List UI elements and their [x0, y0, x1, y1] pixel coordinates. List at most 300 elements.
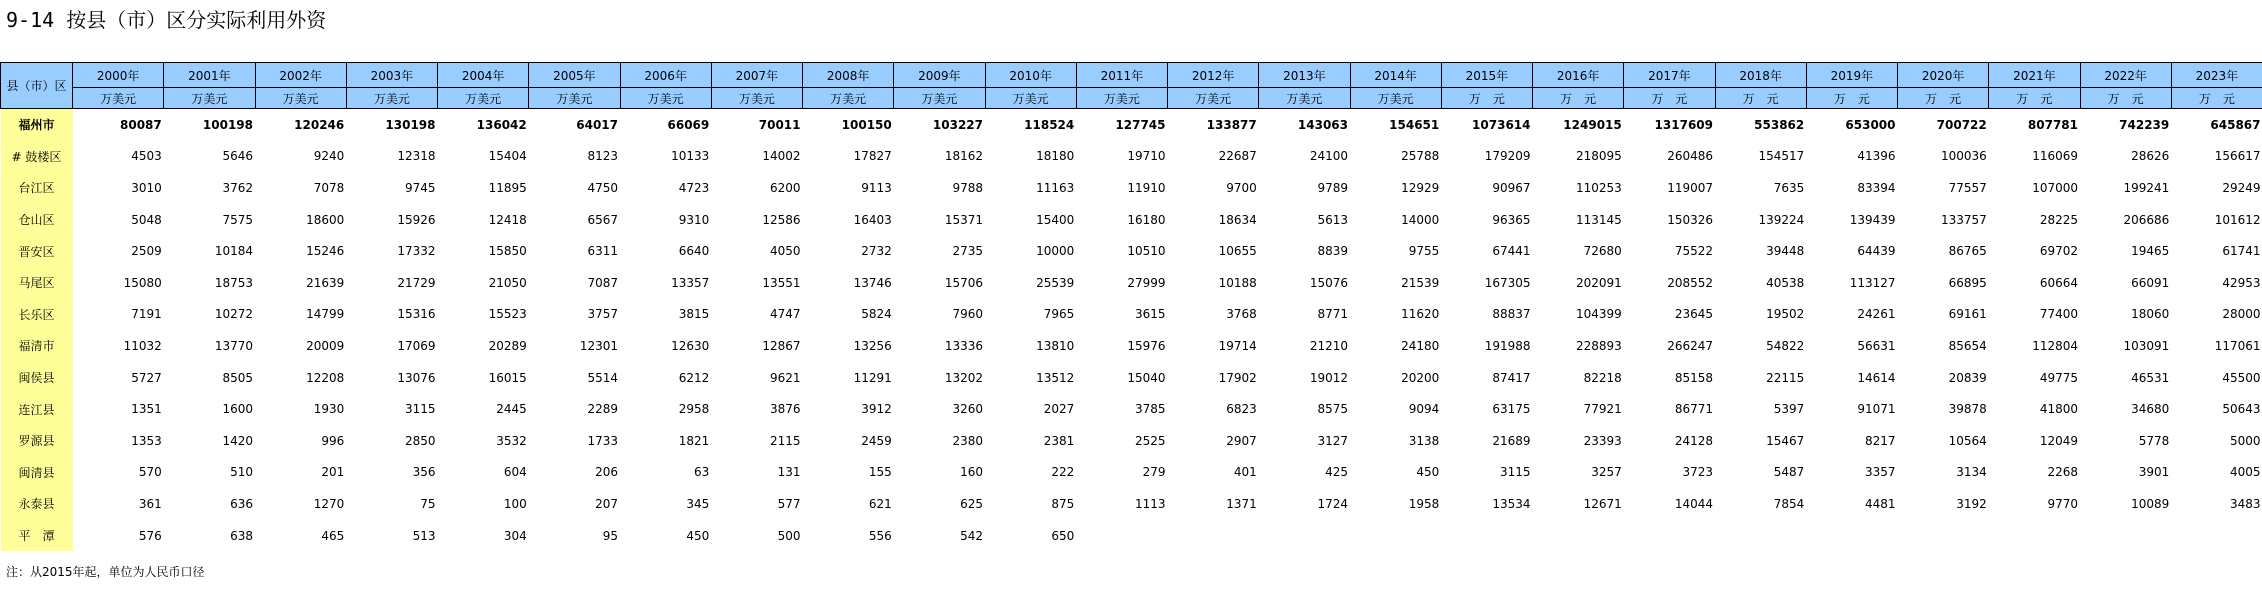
- year-header: 2022年: [2080, 63, 2171, 88]
- table-cell: 21050: [488, 275, 527, 290]
- table-cell: 21210: [1309, 338, 1348, 353]
- table-cell: 3912: [861, 402, 892, 417]
- table-cell: 86771: [1674, 402, 1713, 417]
- table-cell: 9700: [1226, 180, 1257, 195]
- table-cell: 19714: [1218, 338, 1257, 353]
- table-cell: 63: [693, 465, 710, 480]
- table-cell: 4723: [678, 180, 710, 195]
- table-cell: 9770: [2047, 496, 2078, 511]
- table-cell: 16180: [1127, 212, 1166, 227]
- table-cell: 17827: [853, 149, 892, 164]
- table-cell: [1168, 520, 1259, 552]
- table-cell: 3257: [1591, 465, 1622, 480]
- region-name: 永泰县: [1, 488, 73, 520]
- table-cell: 90967: [1492, 180, 1531, 195]
- table-cell: 12671: [1583, 496, 1622, 511]
- table-cell: 100: [503, 496, 527, 511]
- table-cell: 110253: [1575, 180, 1622, 195]
- table-cell: 2525: [1134, 433, 1166, 448]
- year-header: 2016年: [1533, 63, 1624, 88]
- table-cell: 13770: [214, 338, 253, 353]
- table-cell: 113127: [1849, 275, 1896, 290]
- table-cell: [1533, 520, 1624, 552]
- table-cell: 3115: [404, 402, 436, 417]
- table-cell: 112804: [2032, 338, 2078, 353]
- table-cell: 143063: [1297, 117, 1348, 132]
- table-cell: 6311: [587, 244, 618, 259]
- table-cell: 361: [138, 496, 162, 511]
- table-cell: 1353: [131, 433, 162, 448]
- table-cell: 7078: [313, 180, 345, 195]
- table-cell: 70011: [758, 117, 801, 132]
- year-header: 2002年: [255, 63, 346, 88]
- table-cell: 9113: [861, 180, 892, 195]
- table-cell: 7575: [222, 212, 253, 227]
- table-cell: 201: [321, 465, 345, 480]
- table-cell: 7635: [1773, 180, 1805, 195]
- table-cell: 5613: [1317, 212, 1348, 227]
- table-cell: 133877: [1206, 117, 1257, 132]
- region-name: 福清市: [1, 330, 73, 362]
- table-cell: 7854: [1773, 496, 1805, 511]
- table-cell: 41396: [1857, 149, 1896, 164]
- table-cell: 10188: [1218, 275, 1257, 290]
- table-cell: 28225: [2039, 212, 2078, 227]
- table-cell: 41800: [2039, 402, 2078, 417]
- table-cell: 103227: [932, 117, 983, 132]
- table-cell: 9094: [1408, 402, 1440, 417]
- table-cell: 83394: [1857, 180, 1896, 195]
- year-header: 2012年: [1168, 63, 1259, 88]
- unit-header: 万美元: [1350, 88, 1441, 109]
- table-cell: 116069: [2032, 149, 2078, 164]
- table-cell: [1806, 520, 1897, 552]
- footnote: 注：从2015年起，单位为人民币口径: [6, 565, 205, 579]
- year-header: 2005年: [529, 63, 620, 88]
- table-cell: 24100: [1309, 149, 1348, 164]
- table-cell: 60664: [2039, 275, 2078, 290]
- table-cell: 75522: [1674, 244, 1713, 259]
- year-header: 2019年: [1806, 63, 1897, 88]
- table-cell: 12867: [762, 338, 801, 353]
- table-cell: 11910: [1127, 180, 1166, 195]
- table-cell: 7960: [952, 307, 983, 322]
- table-cell: 34680: [2131, 402, 2170, 417]
- table-cell: 5646: [222, 149, 253, 164]
- table-row: [1, 425, 2262, 457]
- unit-header: 万美元: [164, 88, 255, 109]
- table-cell: 18600: [306, 212, 345, 227]
- table-cell: 1113: [1134, 496, 1166, 511]
- table-cell: 206686: [2123, 212, 2170, 227]
- region-name: 罗源县: [1, 425, 73, 457]
- table-cell: 27999: [1127, 275, 1166, 290]
- table-cell: 18162: [944, 149, 983, 164]
- year-header-row: [1, 63, 2262, 88]
- table-cell: 63175: [1492, 402, 1531, 417]
- table-cell: 49775: [2039, 370, 2078, 385]
- table-cell: 1733: [587, 433, 618, 448]
- table-cell: 1351: [131, 402, 162, 417]
- table-cell: 154651: [1389, 117, 1440, 132]
- unit-header: 万美元: [985, 88, 1076, 109]
- table-cell: 10510: [1127, 244, 1166, 259]
- table-cell: [1624, 520, 1715, 552]
- table-cell: 1073614: [1472, 117, 1531, 132]
- year-header: 2015年: [1441, 63, 1532, 88]
- table-cell: 13357: [671, 275, 710, 290]
- table-cell: 15080: [123, 275, 162, 290]
- table-cell: 15926: [397, 212, 436, 227]
- table-cell: 15246: [306, 244, 345, 259]
- table-cell: 107000: [2032, 180, 2078, 195]
- table-cell: 7965: [1043, 307, 1075, 322]
- table-cell: 645867: [2210, 117, 2261, 132]
- table-cell: 356: [412, 465, 436, 480]
- table-row: [1, 488, 2262, 520]
- table-cell: 6640: [678, 244, 710, 259]
- table-cell: 638: [230, 528, 253, 543]
- table-cell: 279: [1142, 465, 1166, 480]
- table-cell: 11291: [853, 370, 892, 385]
- year-header: 2007年: [711, 63, 802, 88]
- table-row: [1, 267, 2262, 299]
- table-cell: 10000: [1036, 244, 1075, 259]
- table-cell: 67441: [1492, 244, 1531, 259]
- table-cell: 13076: [397, 370, 436, 385]
- table-cell: 191988: [1484, 338, 1531, 353]
- unit-header: 万 元: [1624, 88, 1715, 109]
- table-cell: 3901: [2138, 465, 2170, 480]
- region-name: 闽清县: [1, 457, 73, 489]
- table-cell: 131: [777, 465, 801, 480]
- year-header: 2009年: [894, 63, 985, 88]
- table-cell: 139224: [1758, 212, 1805, 227]
- table-cell: 2027: [1043, 402, 1075, 417]
- table-cell: 20289: [488, 338, 527, 353]
- table-cell: [1989, 520, 2080, 552]
- table-cell: 20839: [1948, 370, 1987, 385]
- table-cell: 28000: [2222, 307, 2261, 322]
- table-cell: 3723: [1682, 465, 1713, 480]
- table-row: [1, 299, 2262, 331]
- table-row: [1, 457, 2262, 489]
- table-cell: 604: [503, 465, 527, 480]
- table-cell: 14044: [1674, 496, 1713, 511]
- table-cell: 13256: [853, 338, 892, 353]
- table-cell: 136042: [476, 117, 527, 132]
- table-cell: 167305: [1484, 275, 1531, 290]
- table-cell: 11620: [1401, 307, 1440, 322]
- table-cell: 11895: [488, 180, 527, 195]
- table-cell: 9788: [952, 180, 983, 195]
- table-cell: 104399: [1575, 307, 1622, 322]
- unit-header: 万美元: [711, 88, 802, 109]
- table-cell: 15850: [488, 244, 527, 259]
- table-cell: 15976: [1127, 338, 1166, 353]
- table-cell: 77557: [1948, 180, 1987, 195]
- table-cell: 1958: [1408, 496, 1440, 511]
- table-cell: 23393: [1583, 433, 1622, 448]
- table-cell: 2459: [861, 433, 892, 448]
- table-cell: 100036: [1940, 149, 1987, 164]
- table-cell: 150326: [1667, 212, 1713, 227]
- table-cell: 222: [1051, 465, 1075, 480]
- table-cell: 17332: [397, 244, 436, 259]
- table-cell: 12630: [671, 338, 710, 353]
- table-cell: 1371: [1226, 496, 1257, 511]
- table-cell: 304: [503, 528, 527, 543]
- region-name: 连江县: [1, 393, 73, 425]
- table-cell: 621: [868, 496, 892, 511]
- table-cell: 103091: [2123, 338, 2170, 353]
- table-cell: 69702: [2039, 244, 2078, 259]
- table-cell: 4750: [587, 180, 618, 195]
- unit-header: 万美元: [894, 88, 985, 109]
- unit-header: 万美元: [438, 88, 529, 109]
- table-cell: 100198: [202, 117, 253, 132]
- data-table: [0, 62, 2262, 551]
- table-cell: 2445: [496, 402, 527, 417]
- table-cell: 20009: [306, 338, 345, 353]
- table-cell: 85158: [1674, 370, 1713, 385]
- table-cell: 77400: [2039, 307, 2078, 322]
- table-cell: 218095: [1575, 149, 1622, 164]
- table-cell: 7087: [587, 275, 618, 290]
- unit-header-row: [1, 88, 2262, 109]
- table-cell: 80087: [120, 117, 162, 132]
- table-cell: 700722: [1936, 117, 1987, 132]
- table-cell: 179209: [1484, 149, 1531, 164]
- table-cell: 742239: [2119, 117, 2170, 132]
- region-name: 马尾区: [1, 267, 73, 299]
- unit-header: 万美元: [73, 88, 164, 109]
- unit-header: 万美元: [255, 88, 346, 109]
- table-cell: 3357: [1864, 465, 1896, 480]
- table-cell: 5514: [587, 370, 618, 385]
- table-cell: 8217: [1864, 433, 1896, 448]
- unit-header: 万美元: [529, 88, 620, 109]
- table-cell: 127745: [1115, 117, 1166, 132]
- table-cell: 14000: [1401, 212, 1440, 227]
- table-cell: 18060: [2131, 307, 2170, 322]
- table-cell: 510: [230, 465, 253, 480]
- year-header: 2010年: [985, 63, 1076, 88]
- table-cell: 553862: [1754, 117, 1805, 132]
- table-cell: 7191: [131, 307, 162, 322]
- table-cell: 86765: [1948, 244, 1987, 259]
- table-cell: 8839: [1317, 244, 1348, 259]
- table-cell: 13810: [1036, 338, 1075, 353]
- table-cell: 25539: [1036, 275, 1075, 290]
- table-cell: 156617: [2214, 149, 2261, 164]
- table-cell: 21539: [1401, 275, 1440, 290]
- table-cell: 650: [1051, 528, 1075, 543]
- table-cell: 15040: [1127, 370, 1166, 385]
- table-cell: 3192: [1956, 496, 1987, 511]
- table-cell: 17902: [1218, 370, 1257, 385]
- table-cell: 29249: [2222, 180, 2261, 195]
- table-cell: 3785: [1134, 402, 1166, 417]
- table-cell: 82218: [1583, 370, 1622, 385]
- table-cell: 4503: [131, 149, 162, 164]
- table-cell: 2735: [952, 244, 983, 259]
- table-cell: 500: [777, 528, 801, 543]
- table-cell: [1715, 520, 1806, 552]
- table-cell: 199241: [2123, 180, 2170, 195]
- table-cell: 3762: [222, 180, 253, 195]
- table-cell: 23645: [1674, 307, 1713, 322]
- table-cell: 56631: [1857, 338, 1896, 353]
- table-cell: 9755: [1408, 244, 1440, 259]
- year-header: 2017年: [1624, 63, 1715, 88]
- table-cell: 10272: [214, 307, 253, 322]
- table-cell: 14614: [1857, 370, 1896, 385]
- table-cell: 42953: [2222, 275, 2261, 290]
- table-cell: 207: [595, 496, 618, 511]
- year-header: 2008年: [803, 63, 894, 88]
- region-name: 闽侯县: [1, 362, 73, 394]
- table-cell: 12586: [762, 212, 801, 227]
- table-cell: 10133: [671, 149, 710, 164]
- unit-header: 万美元: [1076, 88, 1167, 109]
- table-cell: 1317609: [1654, 117, 1713, 132]
- table-cell: 2958: [678, 402, 710, 417]
- table-cell: 653000: [1845, 117, 1896, 132]
- table-cell: 14002: [762, 149, 801, 164]
- table-cell: 450: [1416, 465, 1440, 480]
- table-cell: 19502: [1766, 307, 1805, 322]
- unit-header: 万 元: [1989, 88, 2080, 109]
- table-cell: 5048: [131, 212, 162, 227]
- table-cell: 39878: [1948, 402, 1987, 417]
- table-cell: 91071: [1857, 402, 1896, 417]
- table-cell: 69161: [1948, 307, 1987, 322]
- table-cell: [2080, 520, 2171, 552]
- region-column-header: 县（市）区: [1, 63, 73, 109]
- table-cell: 9240: [313, 149, 345, 164]
- table-cell: 11032: [123, 338, 162, 353]
- table-cell: 15400: [1036, 212, 1075, 227]
- table-row: [1, 235, 2262, 267]
- table-cell: 3532: [496, 433, 527, 448]
- table-cell: 25788: [1401, 149, 1440, 164]
- table-cell: 10089: [2131, 496, 2170, 511]
- table-cell: 24180: [1401, 338, 1440, 353]
- unit-header: 万美元: [1168, 88, 1259, 109]
- table-cell: 15316: [397, 307, 436, 322]
- table-cell: 8771: [1317, 307, 1348, 322]
- table-cell: 1270: [313, 496, 345, 511]
- region-name: 台江区: [1, 172, 73, 204]
- table-cell: 12318: [397, 149, 436, 164]
- table-cell: 3615: [1134, 307, 1166, 322]
- table-cell: 5727: [131, 370, 162, 385]
- table-cell: 117061: [2214, 338, 2261, 353]
- table-cell: 160: [960, 465, 983, 480]
- table-row: [1, 204, 2262, 236]
- table-cell: 3483: [2229, 496, 2261, 511]
- table-cell: 5000: [2229, 433, 2261, 448]
- unit-header: 万 元: [1441, 88, 1532, 109]
- table-cell: 875: [1051, 496, 1075, 511]
- table-cell: 636: [230, 496, 253, 511]
- table-cell: 3138: [1408, 433, 1440, 448]
- table-cell: [1898, 520, 1989, 552]
- table-cell: 16403: [853, 212, 892, 227]
- table-cell: 3876: [769, 402, 801, 417]
- table-cell: 18753: [214, 275, 253, 290]
- table-cell: 95: [602, 528, 618, 543]
- table-cell: 6823: [1226, 402, 1257, 417]
- table-cell: 4747: [769, 307, 801, 322]
- table-cell: 24261: [1857, 307, 1896, 322]
- table-cell: 1821: [678, 433, 710, 448]
- unit-header: 万 元: [1806, 88, 1897, 109]
- table-cell: 1420: [222, 433, 253, 448]
- table-cell: 12929: [1401, 180, 1440, 195]
- table-cell: 576: [138, 528, 162, 543]
- table-cell: 513: [412, 528, 436, 543]
- table-cell: 556: [868, 528, 892, 543]
- table-cell: 61741: [2222, 244, 2261, 259]
- table-cell: 9310: [678, 212, 710, 227]
- table-cell: 2381: [1043, 433, 1075, 448]
- table-cell: 154517: [1758, 149, 1805, 164]
- table-cell: 54822: [1766, 338, 1805, 353]
- table-cell: 22115: [1766, 370, 1805, 385]
- table-cell: [1441, 520, 1532, 552]
- table-cell: 228893: [1575, 338, 1622, 353]
- table-cell: 10655: [1218, 244, 1257, 259]
- table-cell: 13534: [1492, 496, 1531, 511]
- region-name: 长乐区: [1, 299, 73, 331]
- table-cell: 21729: [397, 275, 436, 290]
- table-cell: 101612: [2214, 212, 2261, 227]
- unit-header: 万美元: [620, 88, 711, 109]
- table-cell: 206: [595, 465, 618, 480]
- table-cell: 85654: [1948, 338, 1987, 353]
- table-cell: 45500: [2222, 370, 2261, 385]
- table-cell: 13202: [944, 370, 983, 385]
- table-cell: 2509: [131, 244, 162, 259]
- table-cell: 75: [420, 496, 436, 511]
- table-cell: 5397: [1773, 402, 1805, 417]
- table-cell: 9789: [1317, 180, 1348, 195]
- table-cell: 6212: [678, 370, 710, 385]
- table-row: [1, 520, 2262, 552]
- table-cell: 2268: [2047, 465, 2078, 480]
- year-header: 2020年: [1898, 63, 1989, 88]
- table-cell: 40538: [1766, 275, 1805, 290]
- table-cell: 12208: [306, 370, 345, 385]
- table-cell: 3768: [1226, 307, 1257, 322]
- table-row: [1, 393, 2262, 425]
- table-cell: 119007: [1667, 180, 1713, 195]
- table-cell: 260486: [1667, 149, 1713, 164]
- table-cell: 2850: [404, 433, 436, 448]
- table-cell: 996: [321, 433, 345, 448]
- table-cell: 77921: [1583, 402, 1622, 417]
- table-cell: 13551: [762, 275, 801, 290]
- table-cell: 577: [777, 496, 801, 511]
- table-cell: 21689: [1492, 433, 1531, 448]
- unit-header: 万 元: [2080, 88, 2171, 109]
- table-cell: 46531: [2131, 370, 2170, 385]
- year-header: 2011年: [1076, 63, 1167, 88]
- table-cell: 5824: [861, 307, 892, 322]
- table-cell: 12301: [579, 338, 618, 353]
